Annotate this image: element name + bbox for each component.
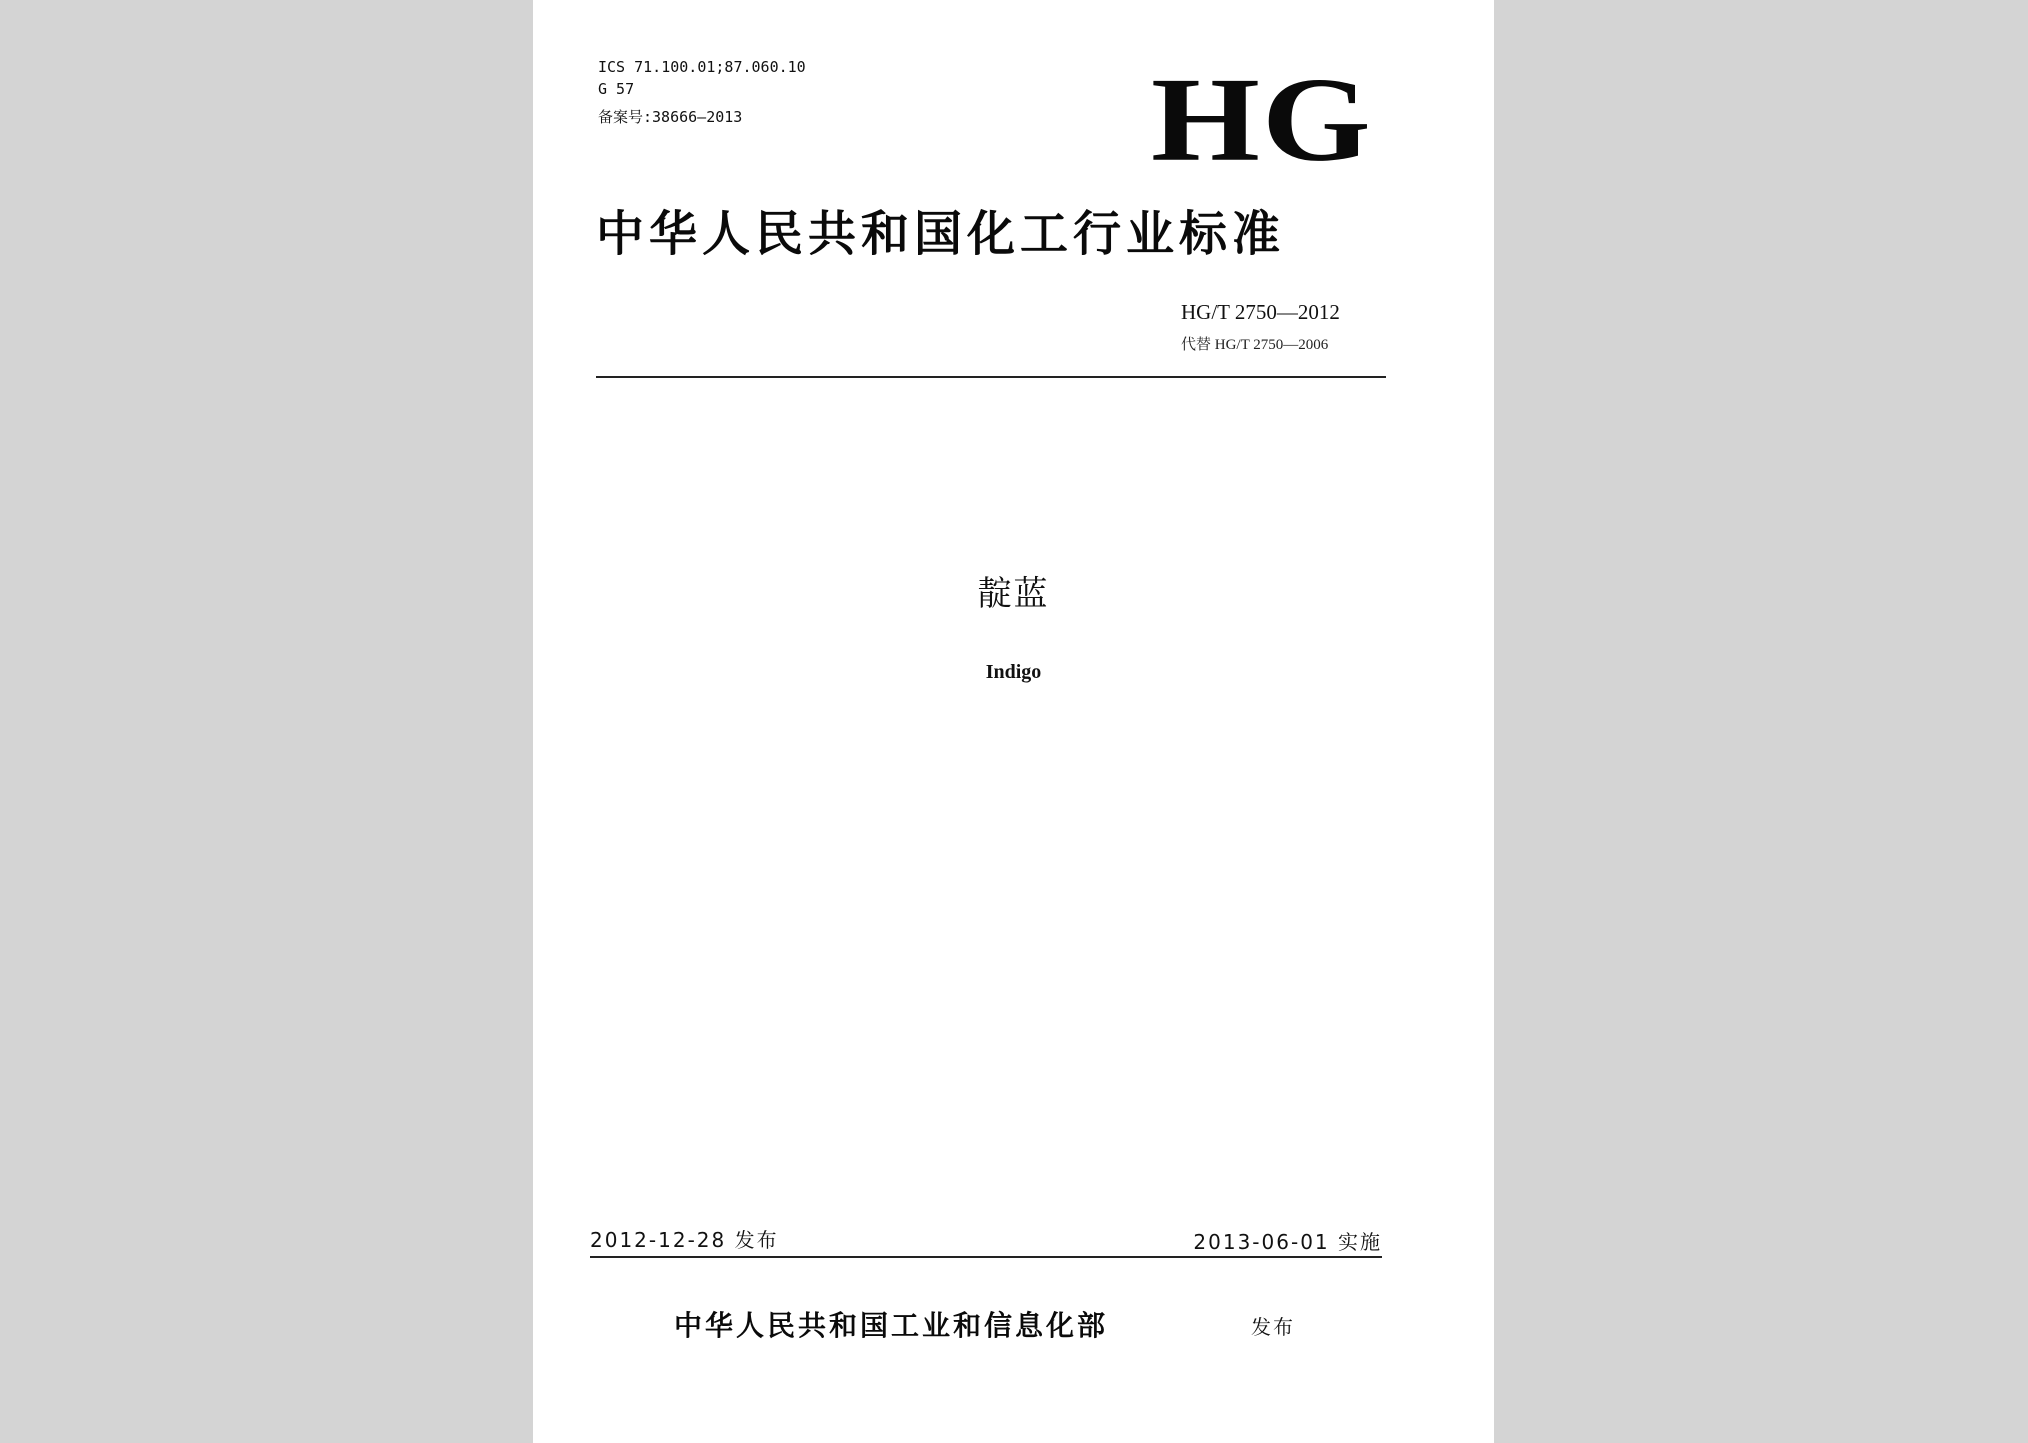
- replaced-standard: 代替 HG/T 2750—2006: [1181, 337, 1329, 353]
- standard-title: 中华人民共和国化工行业标准: [596, 206, 1286, 262]
- document-page: [533, 0, 1494, 1443]
- bottom-divider: [590, 1256, 1382, 1258]
- document-title-english: Indigo: [985, 661, 1042, 683]
- ics-code: ICS 71.100.01;87.060.10: [598, 58, 806, 76]
- issue-date: 2012-12-28 发布: [590, 1228, 779, 1252]
- effective-date: 2013-06-01 实施: [1193, 1230, 1382, 1254]
- publisher-suffix: 发布: [1251, 1315, 1295, 1339]
- hg-logo: HG: [1151, 53, 1373, 187]
- publisher-name: 中华人民共和国工业和信息化部: [674, 1309, 1109, 1342]
- standard-number: HG/T 2750—2012: [1181, 300, 1340, 324]
- document-title-chinese: 靛蓝: [977, 574, 1050, 614]
- top-divider: [596, 376, 1386, 378]
- classification-code: G 57: [598, 80, 635, 98]
- record-number: 备案号:38666—2013: [598, 108, 743, 126]
